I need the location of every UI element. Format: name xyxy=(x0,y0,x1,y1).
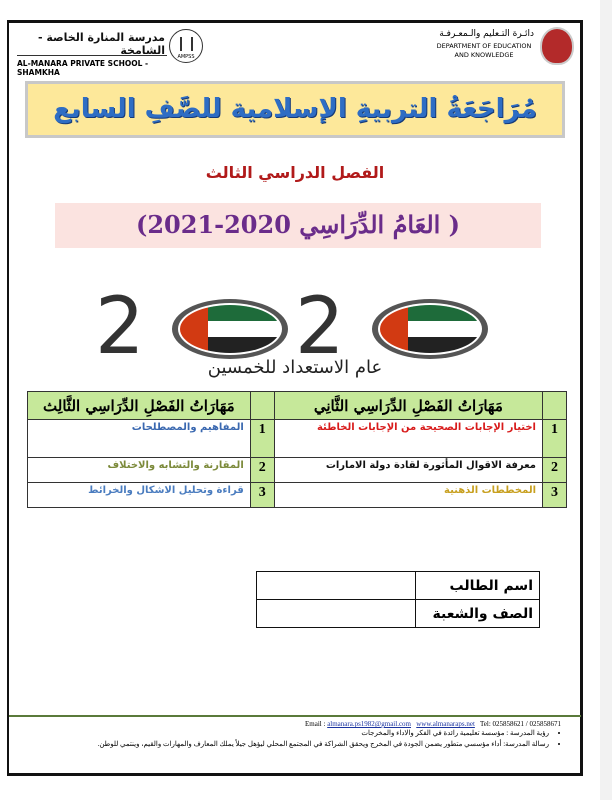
emblem-icon xyxy=(540,27,574,65)
website-link[interactable]: www.almanaraps.net xyxy=(416,720,475,728)
school-logo xyxy=(169,29,203,63)
term3-skill: المقارنة والتشابه والاختلاف xyxy=(28,458,251,483)
term2-skills-header: مَهَارَاتُ الفَصْلِ الدِّرَاسِي الثَّانِي xyxy=(274,392,542,420)
school-name-arabic: مدرسة المنارة الخاصة - الشامخة xyxy=(37,31,165,57)
academic-year: ( العَامُ الدِّرَاسِي 2020-2021) xyxy=(55,203,541,248)
logo-digit-2b: 2 xyxy=(295,291,345,361)
department-name-english xyxy=(434,42,534,60)
term3-skills-header: مَهَارَاتُ الفَصْلِ الدِّرَاسِي الثَّالِث xyxy=(28,392,251,420)
row-number: 3 xyxy=(543,483,567,508)
skills-table xyxy=(27,391,567,508)
school-name-english: AL-MANARA PRIVATE SCHOOL - SHAMKHA xyxy=(17,55,167,77)
table-row xyxy=(28,483,567,508)
student-name-label: اسم الطالب xyxy=(416,572,540,600)
term2-skill: اختيار الإجابات الصحيحة من الإجابات الخاطئة xyxy=(274,420,542,458)
email-label: Email : xyxy=(305,720,326,728)
footer xyxy=(9,720,571,750)
department-name-arabic: دائـرة التـعليم والـمعـرفـة xyxy=(439,29,534,39)
school-logo-icon xyxy=(180,37,193,51)
term2-skill: المخططات الذهنية xyxy=(274,483,542,508)
department-header xyxy=(414,27,574,67)
student-info-table xyxy=(256,571,540,628)
table-row xyxy=(28,420,567,458)
student-name-field[interactable] xyxy=(257,572,416,600)
year-2020-logo xyxy=(95,291,495,361)
header-num-cell xyxy=(543,392,567,420)
term-heading: الفصل الدراسي الثالث xyxy=(205,163,385,182)
page-title: مُرَاجَعَةُ التربيةِ الإسلامية للصَّفِ السابع xyxy=(25,81,565,138)
term3-skill: المفاهيم والمصطلحات xyxy=(28,420,251,458)
school-logo-text: AMPSS xyxy=(177,54,195,60)
logo-digit-2: 2 xyxy=(95,291,145,361)
term3-skill: قراءة وتحليل الاشكال والخرائط xyxy=(28,483,251,508)
footer-divider xyxy=(9,715,581,717)
viewer-scrollbar-area xyxy=(600,0,612,800)
footer-contact xyxy=(9,720,561,728)
skills-header-row xyxy=(28,392,567,420)
dept-en-line2: AND KNOWLEDGE xyxy=(454,51,514,59)
document-page xyxy=(7,20,583,776)
school-vision: • رؤية المدرسة : مؤسسة تعليمية رائدة في الفكر والاداء والمخرجات xyxy=(9,728,549,739)
row-number: 1 xyxy=(250,420,274,458)
row-number: 1 xyxy=(543,420,567,458)
row-number: 3 xyxy=(250,483,274,508)
class-section-label: الصف والشعبة xyxy=(416,600,540,628)
school-mission: • رسالة المدرسة: أداء مؤسسي متطور يضمن الجودة في المخرج ويحقق الشراكة في المجتمع المحلي ليؤهل جيلاً يملك المعارف والمهارات والقيم، وينتمي للوطن. xyxy=(9,739,549,750)
header-num-cell xyxy=(250,392,274,420)
telephone: Tel: 025858621 / 025858671 xyxy=(480,720,561,728)
table-row xyxy=(28,458,567,483)
email-link[interactable]: almanara.ps1982@gmail.com xyxy=(327,720,411,728)
class-section-field[interactable] xyxy=(257,600,416,628)
dept-en-line1: DEPARTMENT OF EDUCATION xyxy=(436,42,532,50)
uae-flag-circle-icon xyxy=(172,299,288,359)
term2-skill: معرفة الاقوال المأثورة لقادة دولة الامارات xyxy=(274,458,542,483)
row-number: 2 xyxy=(543,458,567,483)
logo-caption: عام الاستعداد للخمسين xyxy=(207,357,383,378)
row-number: 2 xyxy=(250,458,274,483)
uae-flag-circle-icon-2 xyxy=(372,299,488,359)
